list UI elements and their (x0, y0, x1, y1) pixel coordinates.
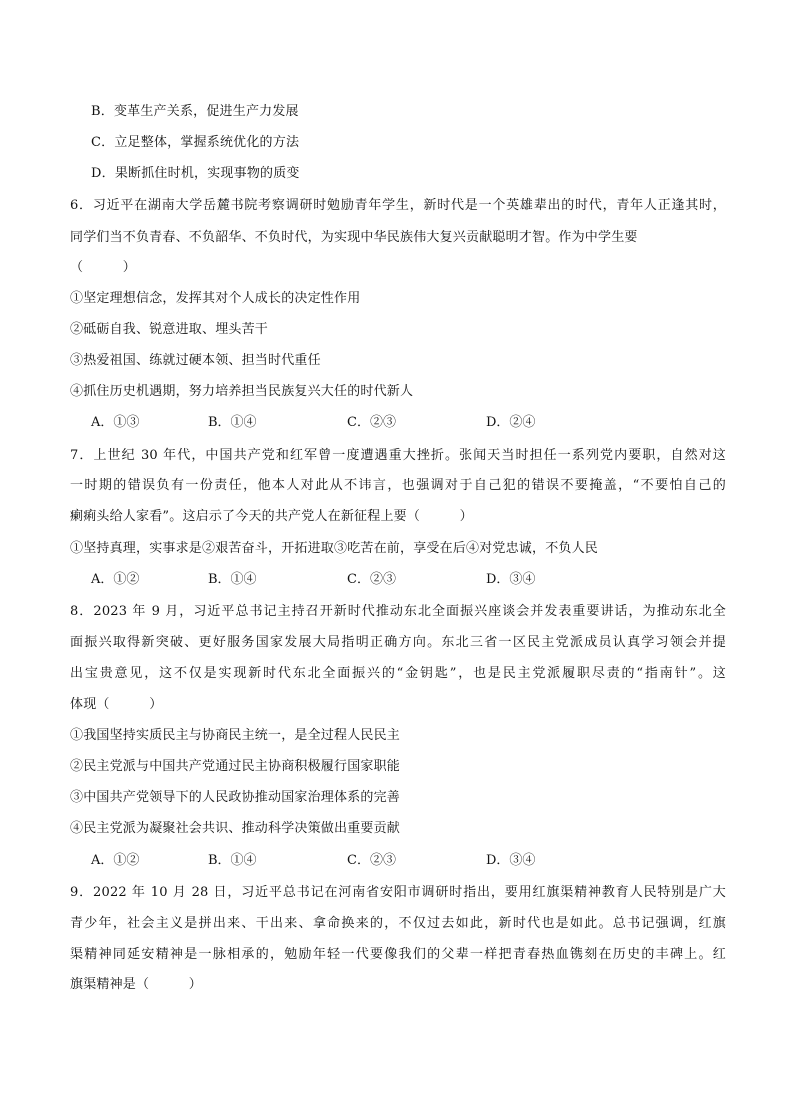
q8-answer-b: B．①④ (208, 853, 257, 868)
q6-item-3: ③热爱祖国、练就过硬本领、担当时代重任 (70, 353, 321, 368)
q5-option-d: D．果断抓住时机，实现事物的质变 (91, 166, 300, 181)
q5-option-b: B．变革生产关系，促进生产力发展 (91, 104, 299, 119)
q7-item-1: ①坚持真理，实事求是②艰苦奋斗，开拓进取③吃苦在前，享受在后④对党忠诚，不负人民 (70, 541, 599, 556)
q7-answer-c: C．②③ (347, 572, 396, 587)
q8-item-4: ④民主党派为凝聚社会共识、推动科学决策做出重要贡献 (70, 821, 401, 836)
q8-stem-line-3: 出宝贵意见，这不仅是实现新时代东北全面振兴的“金钥匙”，也是民主党派履职尽责的“指南针”。这 (70, 666, 726, 681)
q6-answer-b: B．①④ (208, 415, 257, 430)
q7-answer-a: A．①② (91, 572, 140, 587)
q8-answer-c: C．②③ (347, 853, 396, 868)
q6-answer-c: C．②③ (347, 415, 396, 430)
q6-answer-a: A．①③ (91, 415, 140, 430)
q9-stem-line-3: 渠精神同延安精神是一脉相承的，勉励年轻一代要像我们的父辈一样把青春热血镌刻在历史的丰碑上。红 (70, 947, 726, 962)
q9-stem-line-4: 旗渠精神是（ ） (70, 977, 203, 992)
q8-answer-a: A．①② (91, 853, 140, 868)
q7-stem-line-1: 7．上世纪 30 年代，中国共产党和红军曾一度遭遇重大挫折。张闻天当时担任一系列党内要职，自然对这 (70, 448, 726, 463)
q9-stem-line-2: 青少年，社会主义是拼出来、干出来、拿命换来的，不仅过去如此，新时代也是如此。总书记强调，红旗 (70, 916, 726, 931)
q5-option-c: C．立足整体，掌握系统优化的方法 (91, 135, 300, 150)
q8-stem-line-1: 8．2023 年 9 月，习近平总书记主持召开新时代推动东北全面振兴座谈会并发表重要讲话，为推动东北全 (70, 604, 726, 619)
q6-item-1: ①坚定理想信念，发挥其对个人成长的决定性作用 (70, 291, 361, 306)
q6-answer-d: D．②④ (486, 415, 536, 430)
q6-stem-line-1: 6．习近平在湖南大学岳麓书院考察调研时勉励青年学生，新时代是一个英雄辈出的时代，青年人正逢其时， (70, 198, 726, 213)
q8-stem-line-4: 体现（ ） (70, 697, 163, 712)
q9-stem-line-1: 9．2022 年 10 月 28 日，习近平总书记在河南省安阳市调研时指出，要用红旗渠精神教育人民特别是广大 (70, 885, 726, 900)
q7-stem-line-2: 一时期的错误负有一份责任，他本人对此从不讳言，也强调对于自己犯的错误不要掩盖，“不要怕自己的 (70, 478, 726, 493)
q8-stem-line-2: 面振兴取得新突破、更好服务国家发展大局指明正确方向。东北三省一区民主党派成员认真学习领会并提 (70, 635, 726, 650)
q6-item-2: ②砥砺自我、锐意进取、埋头苦干 (70, 322, 269, 337)
q6-stem-line-3: （ ） (70, 260, 137, 275)
q6-item-4: ④抓住历史机遇期，努力培养担当民族复兴大任的时代新人 (70, 384, 414, 399)
q6-stem-line-2: 同学们当不负青春、不负韶华、不负时代，为实现中华民族伟大复兴贡献聪明才智。作为中学生要 (70, 230, 638, 245)
q8-answer-d: D．③④ (486, 853, 536, 868)
q7-answer-b: B．①④ (208, 572, 257, 587)
q7-answer-d: D．③④ (486, 572, 536, 587)
q8-item-3: ③中国共产党领导下的人民政协推动国家治理体系的完善 (70, 790, 401, 805)
q8-item-1: ①我国坚持实质民主与协商民主统一，是全过程人民民主 (70, 728, 401, 743)
q8-item-2: ②民主党派与中国共产党通过民主协商积极履行国家职能 (70, 759, 401, 774)
q7-stem-line-3: 瘌痢头给人家看”。这启示了今天的共产党人在新征程上要（ ） (70, 509, 473, 524)
